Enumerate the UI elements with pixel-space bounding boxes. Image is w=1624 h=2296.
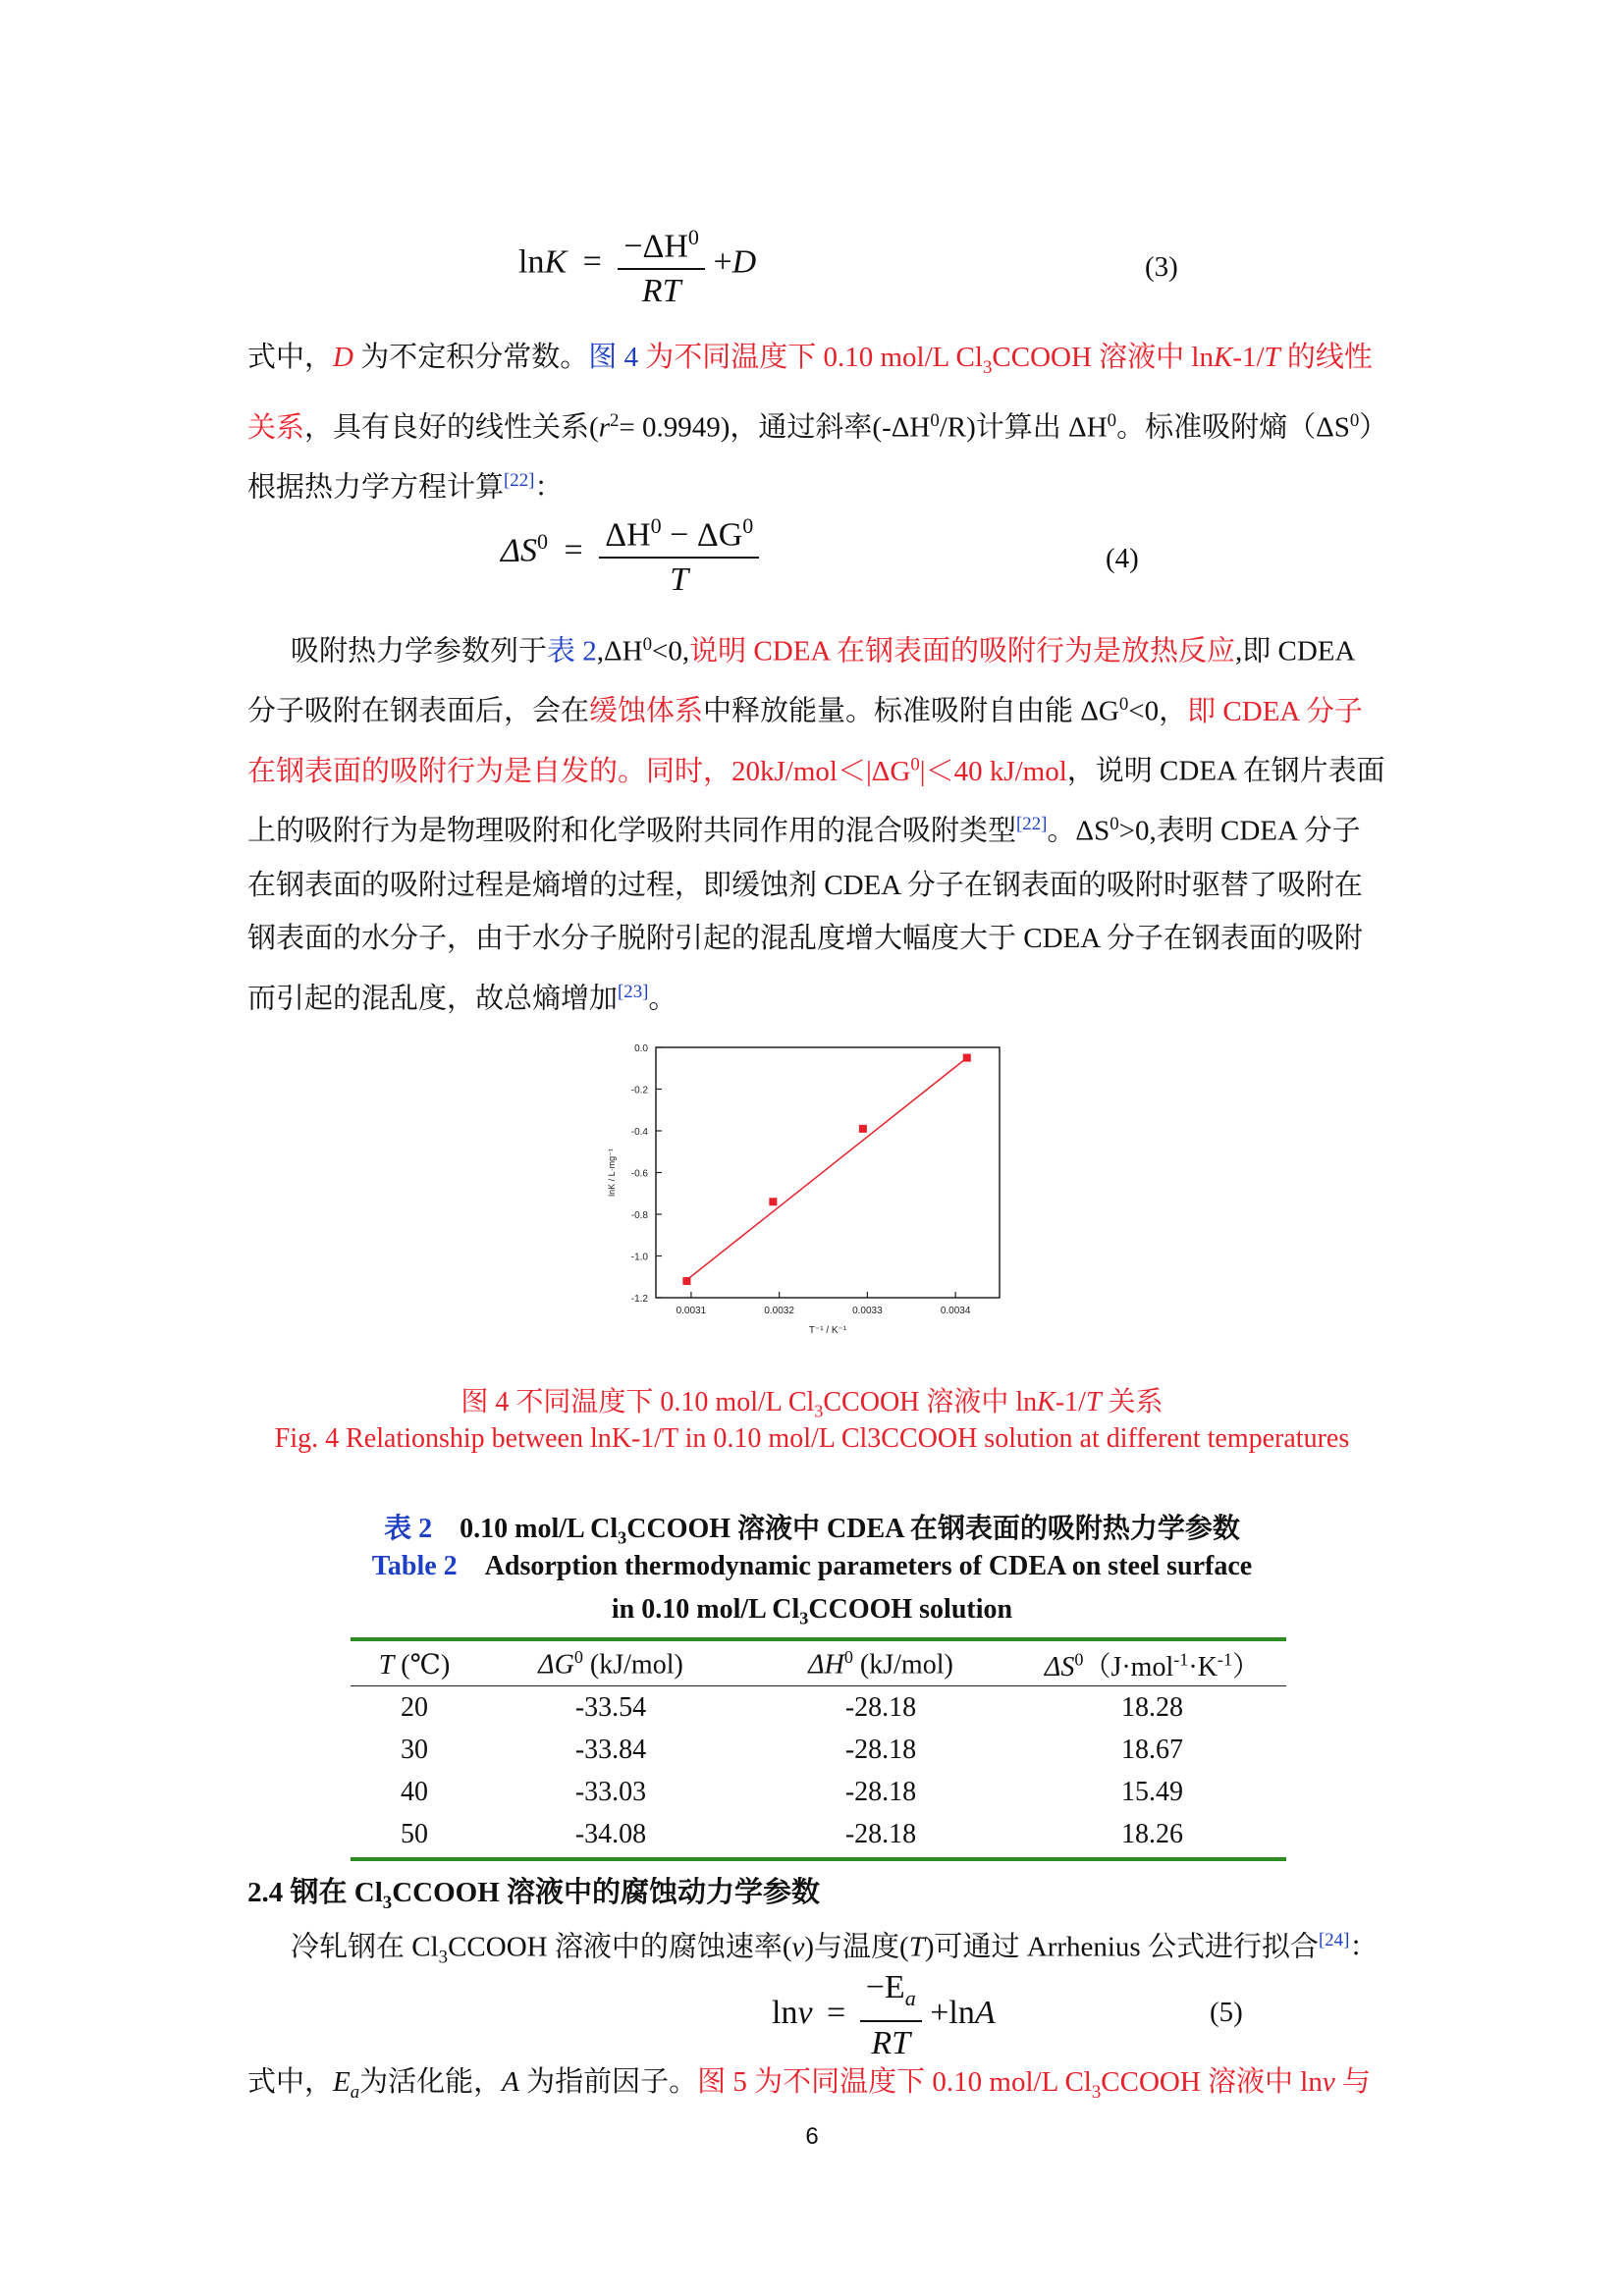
y-tick-label: -1.2 — [630, 1294, 648, 1305]
figure-4-caption-en: Fig. 4 Relationship between lnK-1/T in 0.10 mol/L Cl3CCOOH solution at different temperatures — [274, 1423, 1350, 1454]
equation-4: $\Delta S^0$ = $\frac{\Delta H^0 - \Delta G^0}{T}$ — [501, 505, 759, 602]
y-tick-label: -0.6 — [630, 1168, 648, 1180]
y-tick-label: 0.0 — [634, 1043, 648, 1054]
y-tick-label: -0.8 — [630, 1210, 648, 1221]
data-point — [859, 1125, 867, 1133]
citation-22[interactable]: [22] — [504, 470, 535, 492]
table-row: 30 -33.84 -28.18 18.67 — [401, 1734, 1183, 1765]
figure-4-chart — [579, 1036, 1021, 1336]
y-tick-label: -0.4 — [630, 1127, 648, 1138]
col-header-dh: $\Delta H^0$ (kJ/mol) — [808, 1647, 953, 1681]
equation-3: lnK = $\frac{-\Delta H^0}{RT}$ +D — [518, 216, 756, 313]
equation-5: lnv = $\frac{-E_a}{RT}$ +lnA — [772, 1966, 996, 2065]
equation-3-number: (3) — [1145, 251, 1178, 283]
col-header-dg: $\Delta G^0$ (kJ/mol) — [538, 1647, 683, 1681]
table-2-link[interactable]: 表 2 — [547, 635, 597, 667]
col-header-t: T (℃) — [378, 1649, 451, 1681]
table-row: 40 -33.03 -28.18 15.49 — [401, 1776, 1183, 1807]
page-number: 6 — [805, 2123, 819, 2150]
table-row: 20 -33.54 -28.18 18.28 — [401, 1691, 1183, 1723]
x-tick-label: 0.0033 — [852, 1306, 883, 1316]
equation-4-number: (4) — [1106, 543, 1139, 574]
table-2-bottom-rule — [351, 1857, 1286, 1861]
figure-4-caption-cn: 图 4 不同温度下 0.10 mol/L $Cl_3CCOOH$ 溶液中 lnK-1/T 关系 — [460, 1387, 1164, 1421]
data-point — [682, 1277, 690, 1285]
x-tick-label: 0.0032 — [764, 1306, 794, 1316]
table-2-caption-cn: 表 2 0.10 mol/L $Cl_3CCOOH$ 溶液中 CDEA 在钢表面的吸附热力学参数 — [384, 1514, 1240, 1548]
section-2-4-heading: 2.4 钢在 $Cl_3CCOOH$ 溶液中的腐蚀动力学参数 — [247, 1877, 820, 1913]
table-2 — [351, 1643, 1286, 1855]
equation-5-number: (5) — [1210, 1997, 1243, 2028]
x-axis-label: T⁻¹ / K⁻¹ — [808, 1325, 847, 1336]
citation-24[interactable]: [24] — [1318, 1930, 1350, 1950]
y-axis-label: lnK / L·mg⁻¹ — [607, 1148, 617, 1197]
table-2-top-rule — [351, 1637, 1286, 1641]
x-tick-label: 0.0031 — [676, 1306, 707, 1316]
paragraph-2: 吸附热力学参数列于表 $2,\Delta H^0<0$,说明 CDEA 在钢表面的吸附行为是放热反应,即 CDEA 分子吸附在钢表面后，会在缓蚀体系中释放能量。标准吸附自由能 $\Delta G^0<0$，即 CDEA 分子在钢表面的吸附行为是自发的。同时，$20kJ/mol<|\Delta G^0|<40$ kJ/mol，说明 CDEA 在钢片表面上的吸附行为是物理吸附和化学吸附共同作用的混合吸附类型[22]。$\Delta S^0>0$,表明 CDEA 分子在钢表面的吸附过程是熵增的过程，即缓蚀剂 CDEA 分子在钢表面的吸附时驱替了吸附在钢表面的水分子，由于水分子脱附引起的混乱度增大幅度大于 CDEA 分子在钢表面的吸附而引起的混乱度，故总熵增加[23]。 — [247, 634, 1385, 1015]
data-point — [963, 1054, 971, 1062]
table-header-row — [351, 1643, 1286, 1686]
data-point — [769, 1198, 777, 1205]
table-2-caption-en-1: Table 2 Adsorption thermodynamic parameters of CDEA on steel surface — [371, 1551, 1253, 1581]
paragraph-4: 式中，$E_a$为活化能，A 为指前因子。图 5 为不同温度下 0.10 mol/L $Cl_3CCOOH$ 溶液中 lnv 与 — [247, 2066, 1372, 2103]
figure-4-link[interactable]: 图 4 — [588, 342, 638, 373]
y-tick-label: -0.2 — [630, 1085, 648, 1096]
table-row: 50 -34.08 -28.18 18.26 — [401, 1818, 1183, 1849]
citation-23[interactable]: [23] — [618, 981, 649, 1002]
fit-line — [686, 1058, 966, 1280]
x-tick-label: 0.0034 — [940, 1306, 971, 1316]
paragraph-3: 冷轧钢在 $Cl_3CCOOH$ 溶液中的腐蚀速率(v)与温度(T)可通过 Arrhenius 公式进行拟合[24]： — [291, 1930, 1379, 1968]
paragraph-1: 式中，D 为不定积分常数。图 4 为不同温度下 0.10 mol/L $Cl_3CCOOH$ 溶液中 lnK-1/T 的线性关系，具有良好的线性关系$(r^2= 0.9949)$，通过斜率$(-\Delta H^0/R)$计算出 $\Delta H^0$。标准吸附熵$(\Delta S^0)$根据热力学方程计算[22]： — [247, 342, 1374, 505]
plot-frame — [656, 1047, 1000, 1298]
citation-22b[interactable]: [22] — [1016, 814, 1048, 835]
table-2-caption-en-2: in 0.10 mol/L $Cl_3CCOOH$ solution — [611, 1594, 1013, 1629]
col-header-ds: $\Delta S^0(J\cdot mol^{-1}\cdot K^{-1})$ — [1044, 1649, 1261, 1682]
y-tick-label: -1.0 — [630, 1252, 648, 1263]
